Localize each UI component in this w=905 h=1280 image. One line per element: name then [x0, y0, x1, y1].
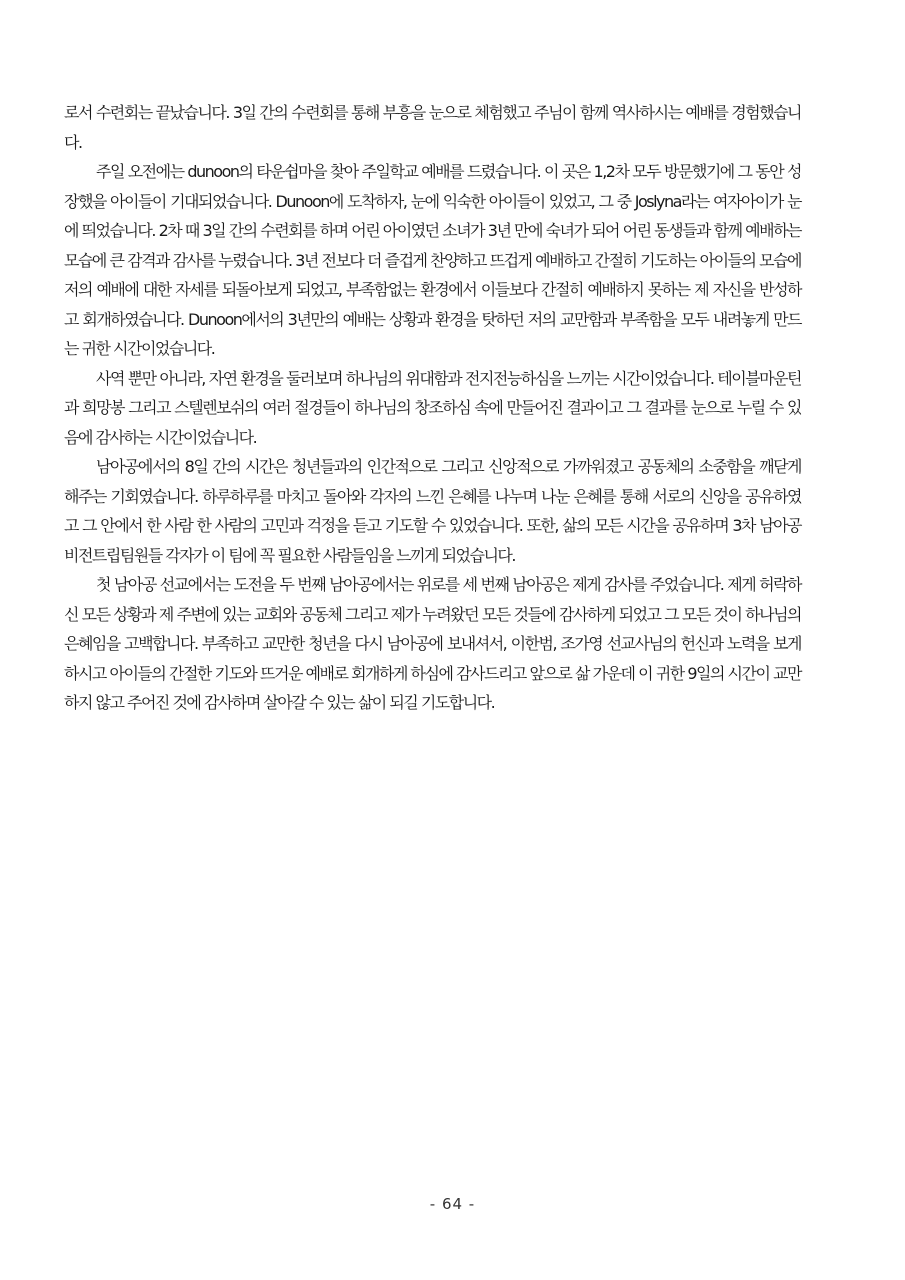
page-number: - 64 - [429, 1195, 476, 1213]
paragraph-continuation: 로서 수련회는 끝났습니다. 3일 간의 수련회를 통해 부흥을 눈으로 체험했고 주님이 함께 역사하시는 예배를 경험했습니다. [64, 103, 801, 152]
paragraph-community: 남아공에서의 8일 간의 시간은 청년들과의 인간적으로 그리고 신앙적으로 가까워졌고 공동체의 소중함을 깨닫게 해주는 기회였습니다. 하루하루를 마치고 돌아와 각자의 느낀 은혜를 나누며 나눈 은혜를 통해 서로의 신앙을 공유하였고 그 안에서 한 사람 한 사람의 고민과 걱정을 듣고 기도할 수 있었습니다. 또한, 삶의 모든 시간을 공유하며 3차 남아공 비전트립팀원들 각자가 이 팀에 꼭 필요한 사람들임을 느끼게 되었습니다. [64, 457, 801, 565]
paragraph-nature: 사역 뿐만 아니라, 자연 환경을 둘러보며 하나님의 위대함과 전지전능하심을 느끼는 시간이었습니다. 테이블마운틴과 희망봉 그리고 스텔렌보쉬의 여러 절경들이 하나님의 창조하심 속에 만들어진 결과이고 그 결과를 눈으로 누릴 수 있음에 감사하는 시간이었습니다. [64, 368, 801, 447]
paragraph-dunoon-worship: 주일 오전에는 dunoon의 타운쉽마을 찾아 주일학교 예배를 드렸습니다. 이 곳은 1,2차 모두 방문했기에 그 동안 성장했을 아이들이 기대되었습니다. Dunoon에 도착하자, 눈에 익숙한 아이들이 있었고, 그 중 Joslyna라는 여자아이가 눈에 띄었습니다. 2차 때 3일 간의 수련회를 하며 어린 아이였던 소녀가 3년 만에 숙녀가 되어 어린 동생들과 함께 예배하는 모습에 큰 감격과 감사를 누렸습니다. 3년 전보다 더 즐겁게 찬양하고 뜨겁게 예배하고 간절히 기도하는 아이들의 모습에 저의 예배에 대한 자세를 되돌아보게 되었고, 부족함없는 환경에서 이들보다 간절히 예배하지 못하는 제 자신을 반성하고 회개하였습니다. Dunoon에서의 3년만의 예배는 상황과 환경을 탓하던 저의 교만함과 부족함을 모두 내려놓게 만드는 귀한 시간이었습니다. [64, 162, 801, 358]
paragraph-gratitude: 첫 남아공 선교에서는 도전을 두 번째 남아공에서는 위로를 세 번째 남아공은 제게 감사를 주었습니다. 제게 허락하신 모든 상황과 제 주변에 있는 교회와 공동체 그리고 제가 누려왔던 모든 것들에 감사하게 되었고 그 모든 것이 하나님의 은혜임을 고백합니다. 부족하고 교만한 청년을 다시 남아공에 보내셔서, 이한범, 조가영 선교사님의 헌신과 노력을 보게 하시고 아이들의 간절한 기도와 뜨거운 예배로 회개하게 하심에 감사드리고 앞으로 삶 가운데 이 귀한 9일의 시간이 교만하지 않고 주어진 것에 감사하며 살아갈 수 있는 삶이 되길 기도합니다. [64, 575, 801, 712]
document-body [64, 98, 801, 718]
